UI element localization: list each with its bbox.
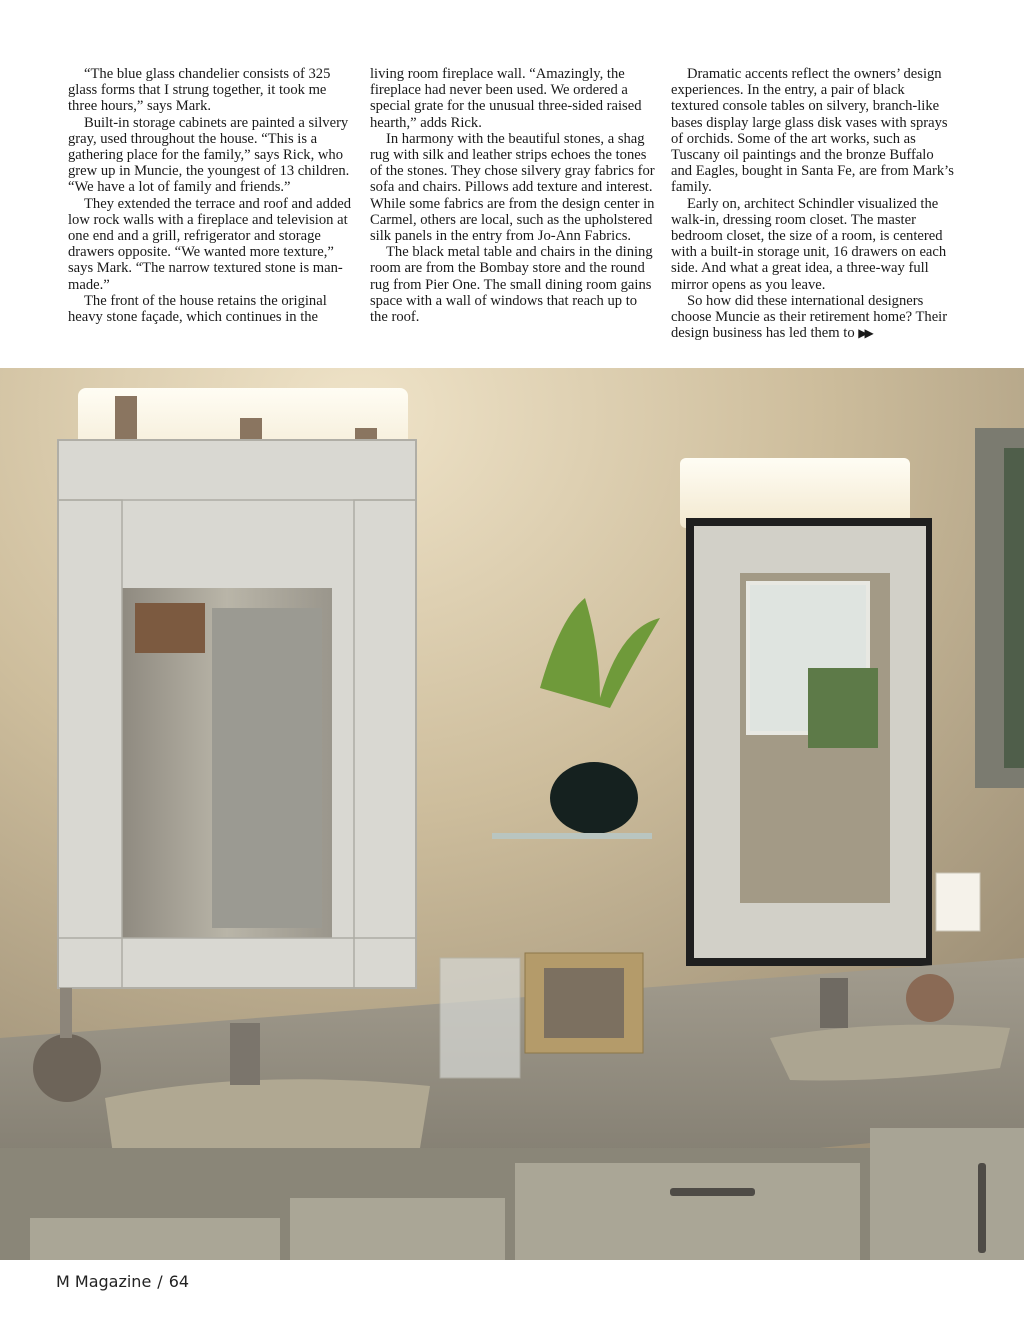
page-number: 64 bbox=[168, 1272, 190, 1291]
paragraph: The black metal table and chairs in the dining room are from the Bombay store and the round rug from Pier One. The small dining room gains space with a wall of windows that reach up to the roof. bbox=[370, 244, 653, 326]
paragraph bbox=[671, 293, 956, 342]
footer-separator: / bbox=[157, 1272, 163, 1291]
article-column-3 bbox=[671, 66, 956, 341]
paragraph: In harmony with the beautiful stones, a shag rug with silk and leather strips echoes the tones of the stones. They chose silvery gray fabrics for sofa and chairs. Pillows add texture and interest. While some fabrics are from the design center in Carmel, others are local, such as the upholstered silk panels in the entry from Jo-Ann Fabrics. bbox=[370, 130, 655, 245]
double-arrow-right-icon: ▶▶ bbox=[858, 326, 871, 341]
paragraph: Built-in storage cabinets are painted a silvery gray, used throughout the house. “This is a gathering place for the family,” says Rick, who grew up in Muncie, the youngest of 13 children. “We have a lot of family and friends.” bbox=[68, 114, 350, 196]
paragraph: Dramatic accents reflect the owners’ design experiences. In the entry, a pair of black textured console tables on silvery, branch-like bases display large glass disk vases with sprays of orchids. Some of the art works, such as Tuscany oil paintings and the bronze Buffalo and Eagles, bought in Santa Fe, are from Mark’s family. bbox=[671, 66, 954, 196]
paragraph: “The blue glass chandelier consists of 325 glass forms that I strung together, it took me three hours,” says Mark. bbox=[68, 66, 331, 115]
publication-name: M Magazine bbox=[56, 1272, 152, 1291]
paragraph-text: So how did these international designers choose Muncie as their retirement home? Their design business has led them to bbox=[671, 292, 948, 342]
paragraph: living room fireplace wall. “Amazingly, the fireplace had never been used. We ordered a special grate for the unusual three-sided raised hearth,” adds Rick. bbox=[370, 66, 642, 131]
paragraph: Early on, architect Schindler visualized the walk-in, dressing room closet. The master bedroom closet, the size of a room, is centered with a built-in storage unit, 16 drawers on each side. And what a great idea, a three-way full mirror opens as you leave. bbox=[671, 195, 947, 293]
paragraph: They extended the terrace and roof and added low rock walls with a fireplace and television at one end and a grill, refrigerator and storage drawers opposite. “We wanted more texture,” says Mark. “The narrow textured stone is man-made.” bbox=[68, 195, 352, 293]
paragraph: The front of the house retains the original heavy stone façade, which continues in the bbox=[68, 292, 327, 326]
page-footer bbox=[56, 1272, 189, 1291]
article-column-2 bbox=[370, 66, 655, 325]
bathroom-vanity-photo bbox=[0, 368, 1024, 1260]
article-column-1 bbox=[68, 66, 353, 325]
